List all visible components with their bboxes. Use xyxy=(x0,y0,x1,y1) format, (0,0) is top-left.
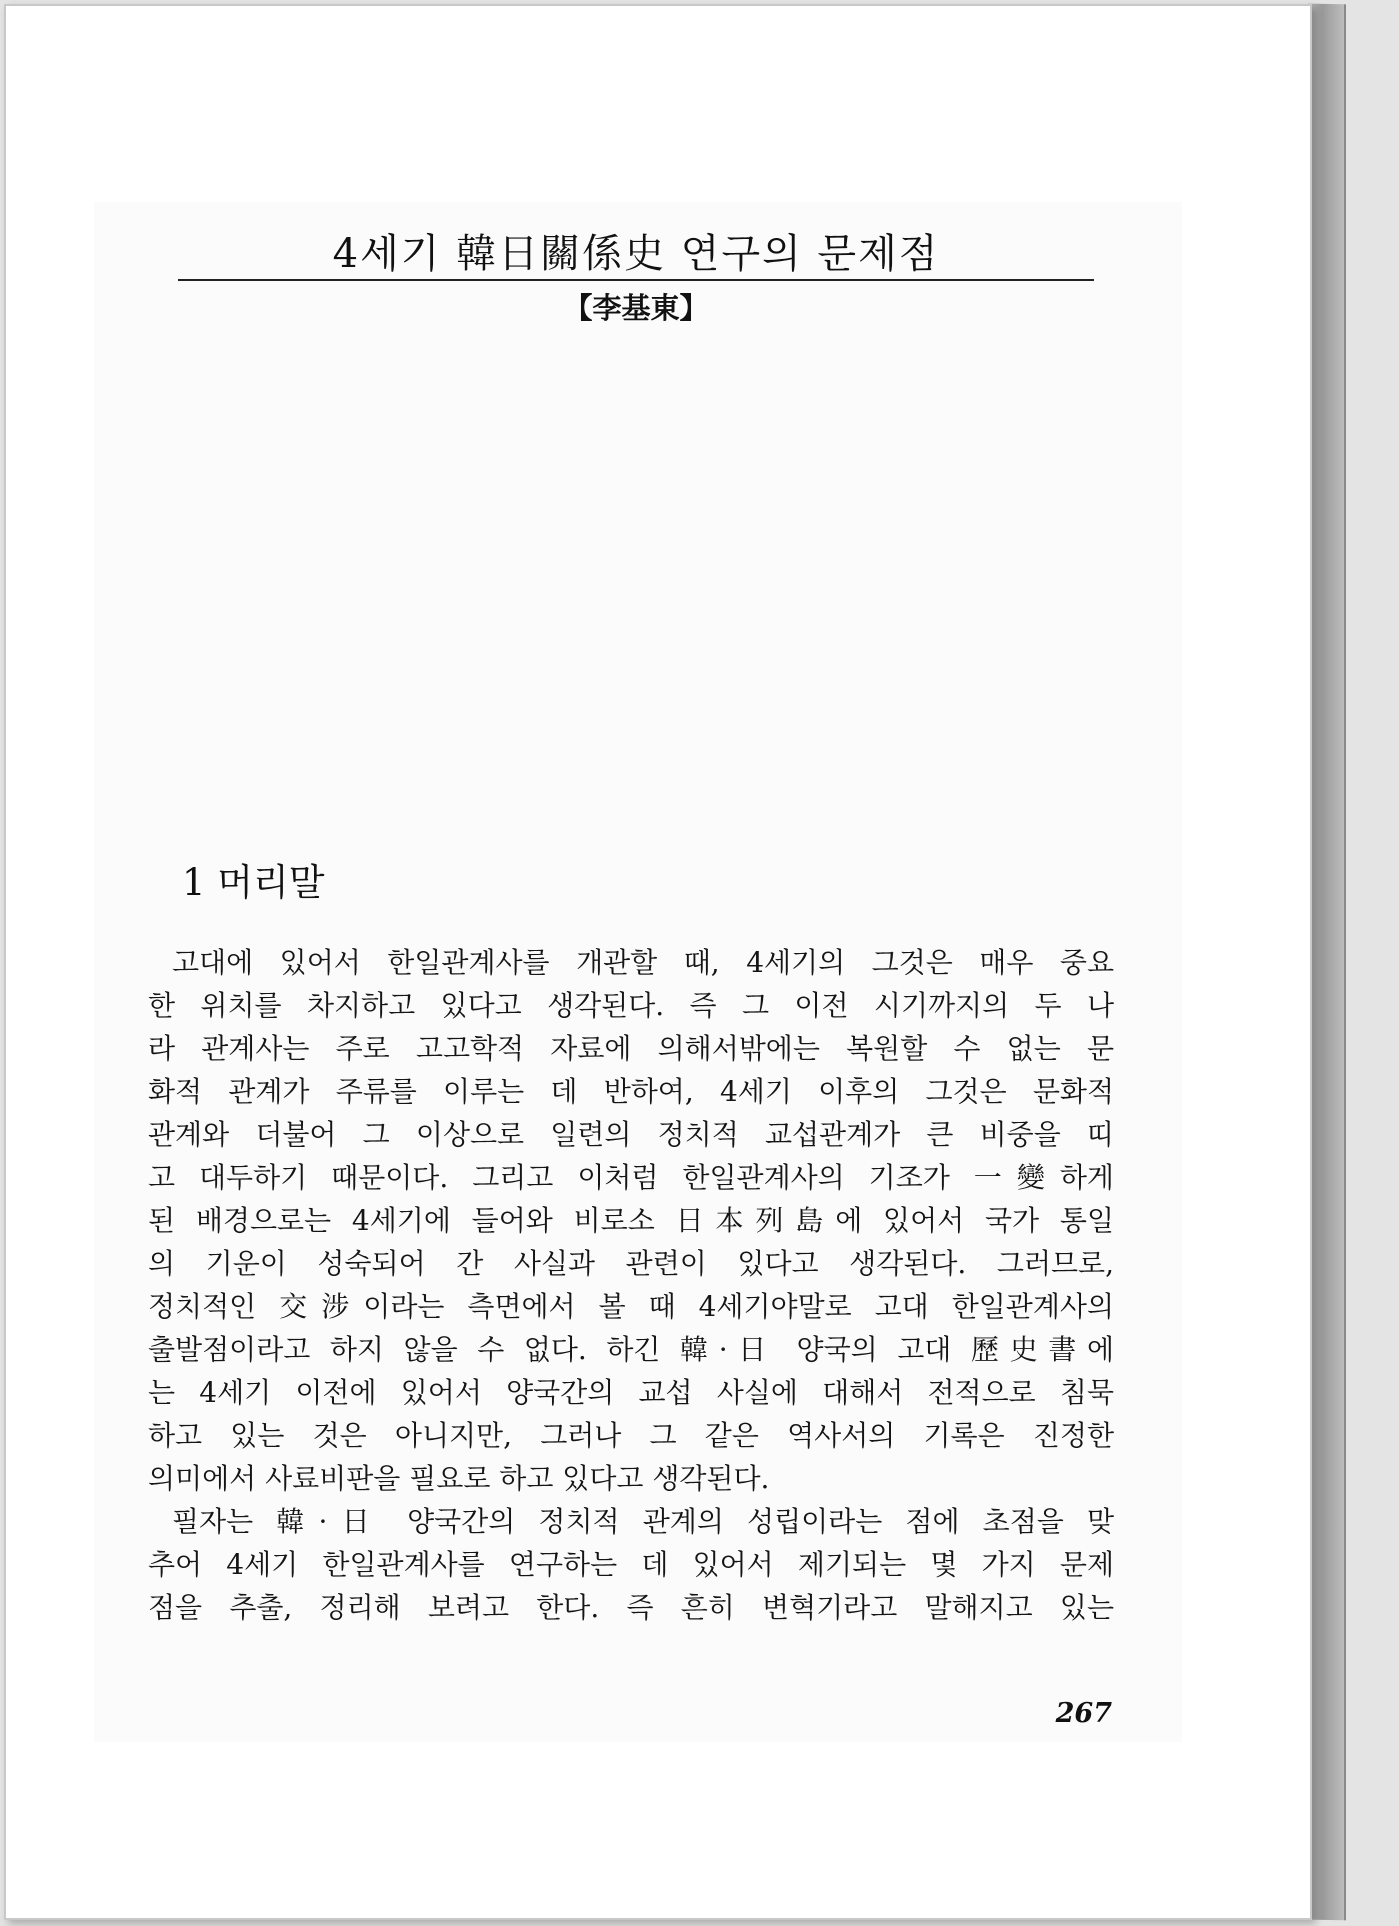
title-underline xyxy=(178,279,1094,281)
body-line: 점을 추출, 정리해 보려고 한다. 즉 흔히 변혁기라고 말해지고 있는 xyxy=(148,1591,1114,1624)
body-line: 정치적인 交涉이라는 측면에서 볼 때 4세기야말로 고대 한일관계사의 xyxy=(148,1290,1114,1323)
article-title: 4세기 韓日關係史 연구의 문제점 xyxy=(332,231,940,277)
body-line: 관계와 더불어 그 이상으로 일련의 정치적 교섭관계가 큰 비중을 띠 xyxy=(148,1118,1114,1151)
body-line: 된 배경으로는 4세기에 들어와 비로소 日本列島에 있어서 국가 통일 xyxy=(148,1204,1114,1237)
body-line: 의미에서 사료비판을 필요로 하고 있다고 생각된다. xyxy=(148,1462,770,1495)
body-line: 한 위치를 차지하고 있다고 생각된다. 즉 그 이전 시기까지의 두 나 xyxy=(148,989,1114,1022)
article-author: 【李基東】 xyxy=(563,291,709,325)
book-page-edges xyxy=(1308,4,1346,1921)
section-heading: 1 머리말 xyxy=(182,861,325,904)
body-line: 화적 관계가 주류를 이루는 데 반하여, 4세기 이후의 그것은 문화적 xyxy=(148,1075,1114,1108)
body-line: 출발점이라고 하지 않을 수 없다. 하긴 韓·日 양국의 고대 歷史書에 xyxy=(148,1333,1114,1366)
body-line: 하고 있는 것은 아니지만, 그러나 그 같은 역사서의 기록은 진정한 xyxy=(148,1419,1114,1452)
page-number: 267 xyxy=(1055,1698,1112,1729)
body-line: 고 대두하기 때문이다. 그리고 이처럼 한일관계사의 기조가 一變하게 xyxy=(148,1161,1114,1194)
body-paragraphs xyxy=(148,941,1114,1629)
body-line: 필자는 韓·日 양국간의 정치적 관계의 성립이라는 점에 초점을 맞 xyxy=(172,1505,1114,1538)
body-line: 추어 4세기 한일관계사를 연구하는 데 있어서 제기되는 몇 가지 문제 xyxy=(148,1548,1114,1581)
body-line: 라 관계사는 주로 고고학적 자료에 의해서밖에는 복원할 수 없는 문 xyxy=(148,1032,1114,1065)
body-line: 고대에 있어서 한일관계사를 개관할 때, 4세기의 그것은 매우 중요 xyxy=(172,946,1114,979)
body-line: 는 4세기 이전에 있어서 양국간의 교섭 사실에 대해서 전적으로 침묵 xyxy=(148,1376,1114,1409)
body-line: 의 기운이 성숙되어 간 사실과 관련이 있다고 생각된다. 그러므로, xyxy=(148,1247,1114,1280)
